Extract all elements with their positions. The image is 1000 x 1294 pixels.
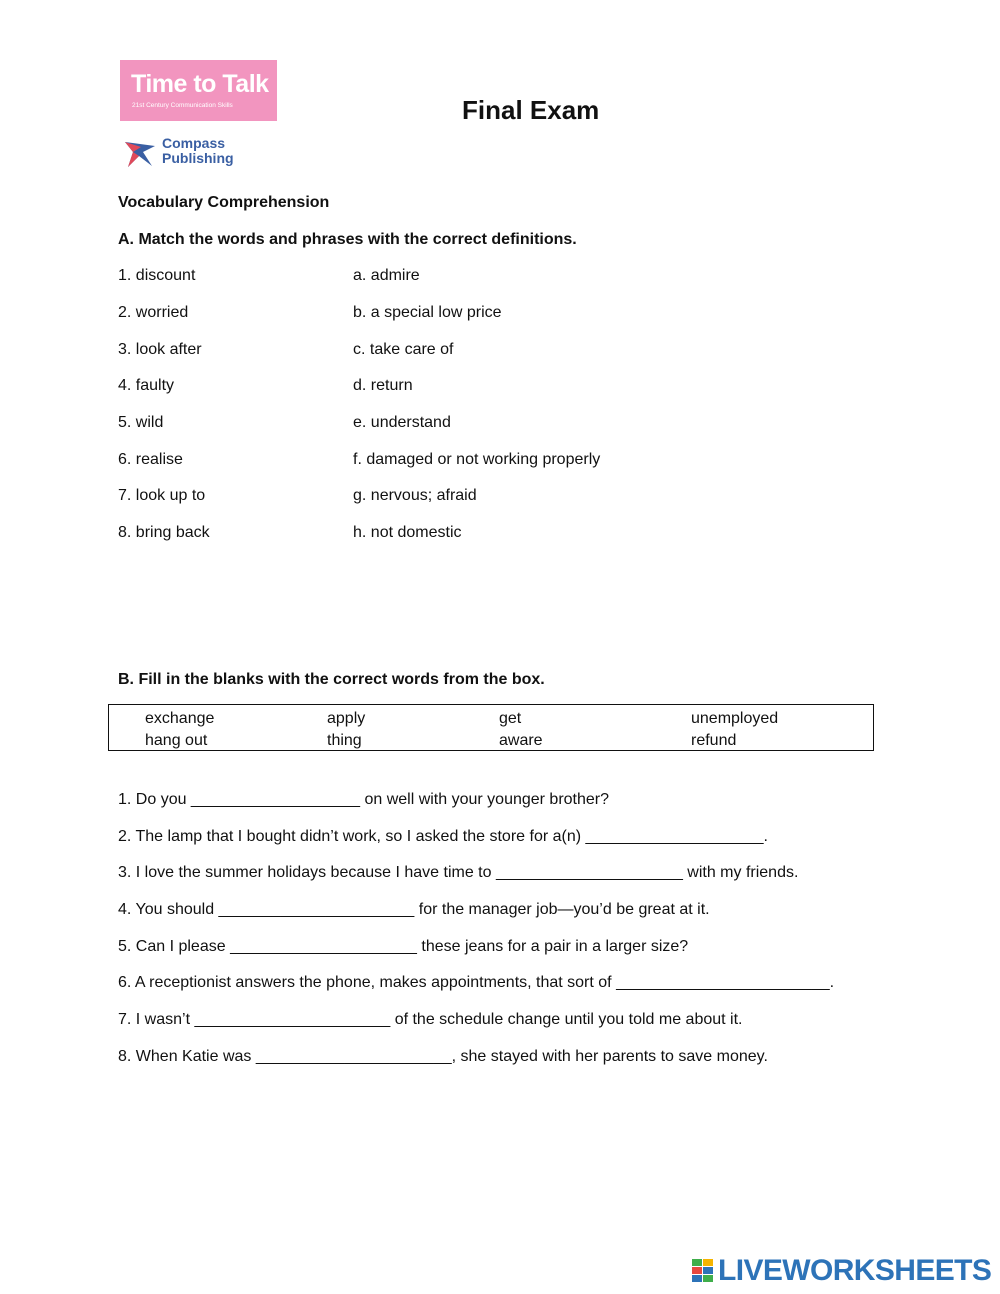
box-word: exchange [145, 710, 215, 727]
fill-in-sentence: 2. The lamp that I bought didn’t work, so I asked the store for a(n) ____________________. [118, 828, 768, 845]
box-word: hang out [145, 732, 208, 749]
match-definition: g. nervous; afraid [353, 487, 477, 504]
match-definition: a. admire [353, 267, 420, 284]
box-word: get [499, 710, 522, 727]
match-word: 2. worried [118, 304, 189, 321]
fill-in-sentence: 7. I wasn’t ______________________ of the schedule change until you told me about it. [118, 1011, 743, 1028]
box-word: thing [327, 732, 362, 749]
time-to-talk-logo [120, 60, 277, 121]
match-definition: e. understand [353, 414, 451, 431]
compass-star-icon [122, 133, 158, 169]
page-title: Final Exam [462, 95, 600, 125]
compass-publishing-logo [122, 132, 242, 170]
match-word: 1. discount [118, 267, 196, 284]
match-definition: h. not domestic [353, 524, 462, 541]
match-word: 4. faulty [118, 377, 175, 394]
liveworksheets-blocks-icon [692, 1259, 714, 1283]
match-word: 3. look after [118, 341, 202, 358]
box-word: refund [691, 732, 737, 749]
logo-title: Time to Talk [131, 70, 269, 98]
publisher-line-1: Compass [162, 135, 226, 151]
match-word: 7. look up to [118, 487, 206, 504]
match-definition: b. a special low price [353, 304, 502, 321]
part-a-instruction: A. Match the words and phrases with the correct definitions. [118, 231, 577, 248]
section-heading: Vocabulary Comprehension [118, 194, 330, 211]
logo-subtitle: 21st Century Communication Skills [132, 102, 233, 109]
match-word: 8. bring back [118, 524, 210, 541]
publisher-line-2: Publishing [162, 150, 234, 166]
match-definition: c. take care of [353, 341, 454, 358]
match-word: 6. realise [118, 451, 183, 468]
box-word: apply [327, 710, 366, 727]
fill-in-sentence: 5. Can I please _____________________ these jeans for a pair in a larger size? [118, 938, 689, 955]
match-definition: d. return [353, 377, 413, 394]
word-box [108, 704, 874, 751]
box-word: aware [499, 732, 543, 749]
fill-in-sentence: 6. A receptionist answers the phone, makes appointments, that sort of ________________________. [118, 974, 835, 991]
match-definition: f. damaged or not working properly [353, 451, 601, 468]
match-word: 5. wild [118, 414, 164, 431]
box-word: unemployed [691, 710, 779, 727]
footer-brand: LIVEWORKSHEETS [718, 1254, 992, 1287]
fill-in-sentence: 1. Do you ___________________ on well with your younger brother? [118, 791, 610, 808]
part-b-instruction: B. Fill in the blanks with the correct words from the box. [118, 671, 545, 688]
fill-in-sentence: 3. I love the summer holidays because I have time to _____________________ with my friends. [118, 864, 799, 881]
fill-in-sentence: 4. You should ______________________ for the manager job—you’d be great at it. [118, 901, 710, 918]
fill-in-sentence: 8. When Katie was ______________________, she stayed with her parents to save money. [118, 1048, 768, 1065]
